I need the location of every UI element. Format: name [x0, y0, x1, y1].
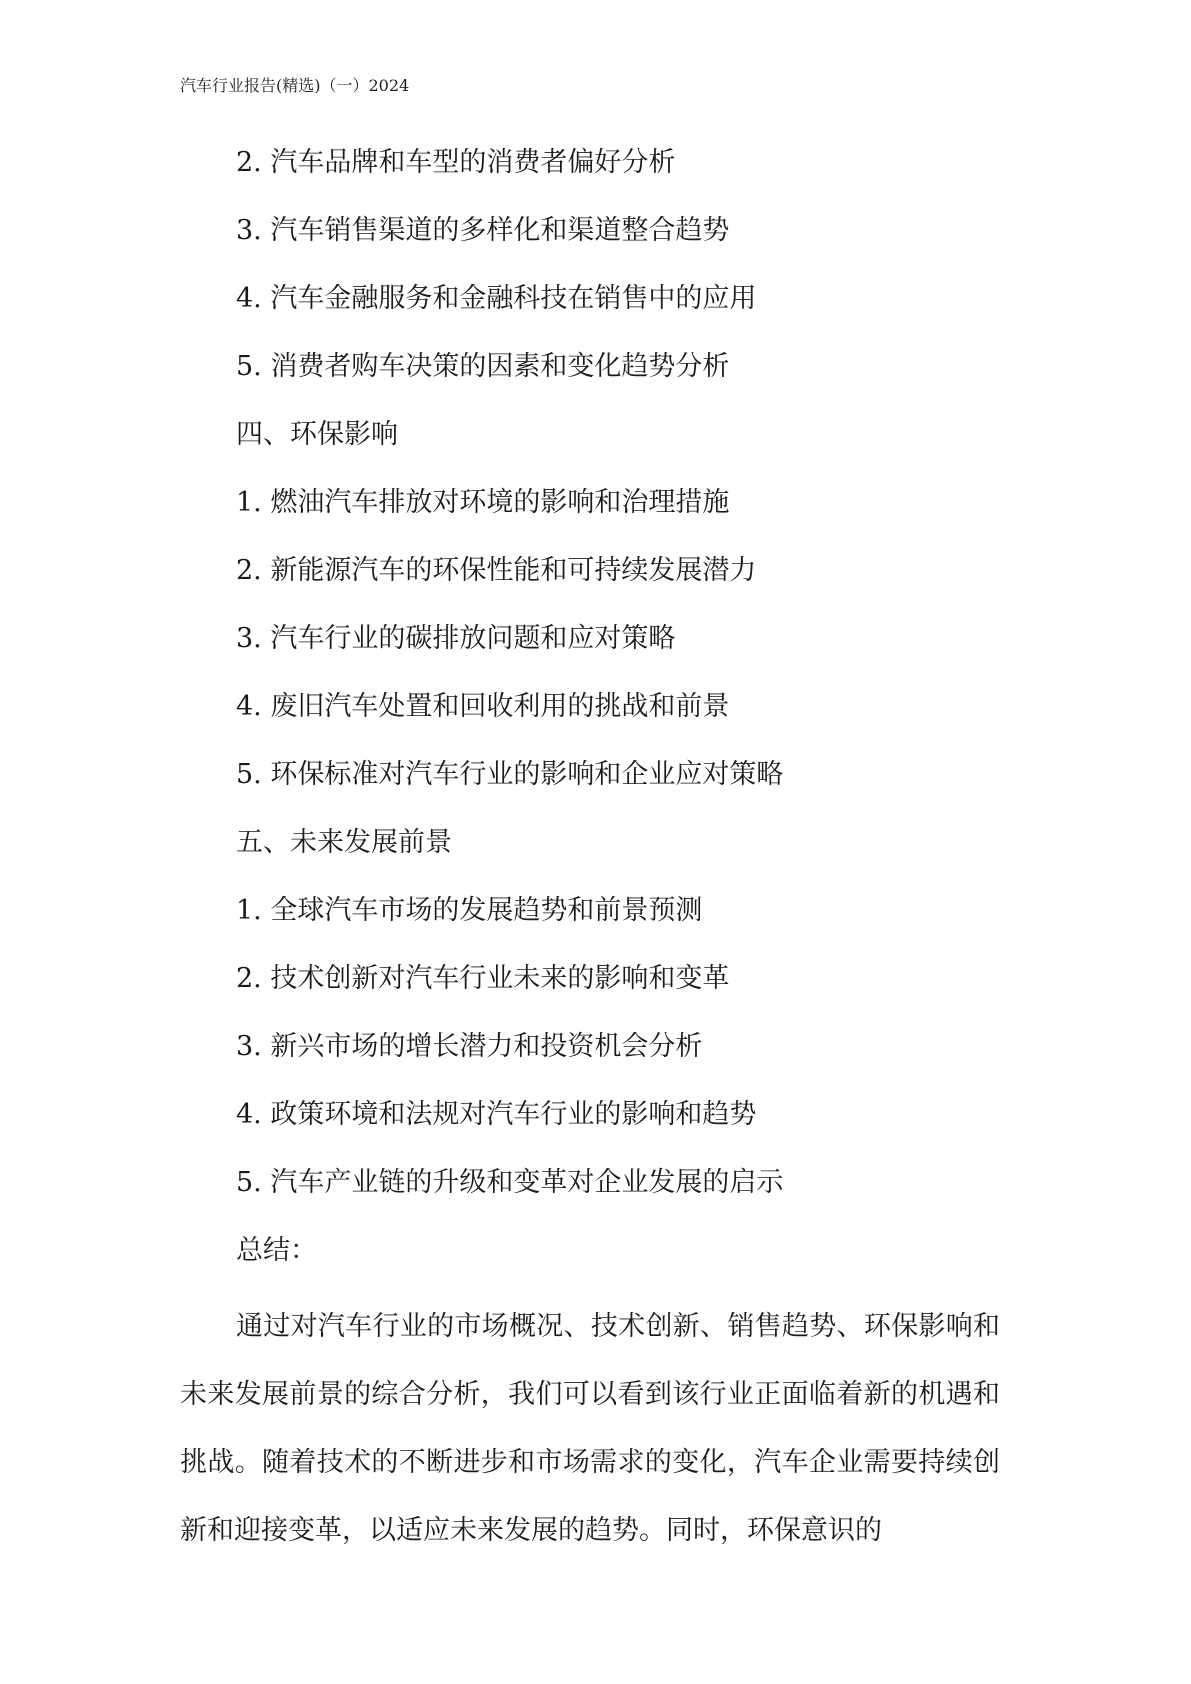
list-item: 2. 新能源汽车的环保性能和可持续发展潜力	[236, 555, 757, 586]
section-heading: 四、环保影响	[236, 419, 398, 450]
list-item: 1. 全球汽车市场的发展趋势和前景预测	[236, 895, 703, 926]
list-item: 3. 新兴市场的增长潜力和投资机会分析	[236, 1031, 703, 1062]
list-item: 5. 汽车产业链的升级和变革对企业发展的启示	[236, 1167, 784, 1198]
list-item: 5. 环保标准对汽车行业的影响和企业应对策略	[236, 759, 784, 790]
summary-paragraph: 通过对汽车行业的市场概况、技术创新、销售趋势、环保影响和未来发展前景的综合分析，我们可以看到该行业正面临着新的机遇和挑战。随着技术的不断进步和市场需求的变化，汽车企业需要持续创新和迎接变革，以适应未来发展的趋势。同时，环保意识的	[180, 1311, 1000, 1546]
list-item: 4. 汽车金融服务和金融科技在销售中的应用	[236, 283, 757, 314]
list-item: 3. 汽车行业的碳排放问题和应对策略	[236, 623, 676, 654]
list-item: 3. 汽车销售渠道的多样化和渠道整合趋势	[236, 215, 730, 246]
list-item: 4. 废旧汽车处置和回收利用的挑战和前景	[236, 691, 730, 722]
list-item: 2. 汽车品牌和车型的消费者偏好分析	[236, 147, 676, 178]
list-item: 1. 燃油汽车排放对环境的影响和治理措施	[236, 487, 730, 518]
list-item: 5. 消费者购车决策的因素和变化趋势分析	[236, 351, 730, 382]
summary-heading: 总结：	[236, 1235, 317, 1266]
list-item: 2. 技术创新对汽车行业未来的影响和变革	[236, 963, 730, 994]
running-header: 汽车行业报告(精选)（一）2024	[180, 76, 410, 95]
list-item: 4. 政策环境和法规对汽车行业的影响和趋势	[236, 1099, 757, 1130]
section-heading: 五、未来发展前景	[236, 827, 452, 858]
